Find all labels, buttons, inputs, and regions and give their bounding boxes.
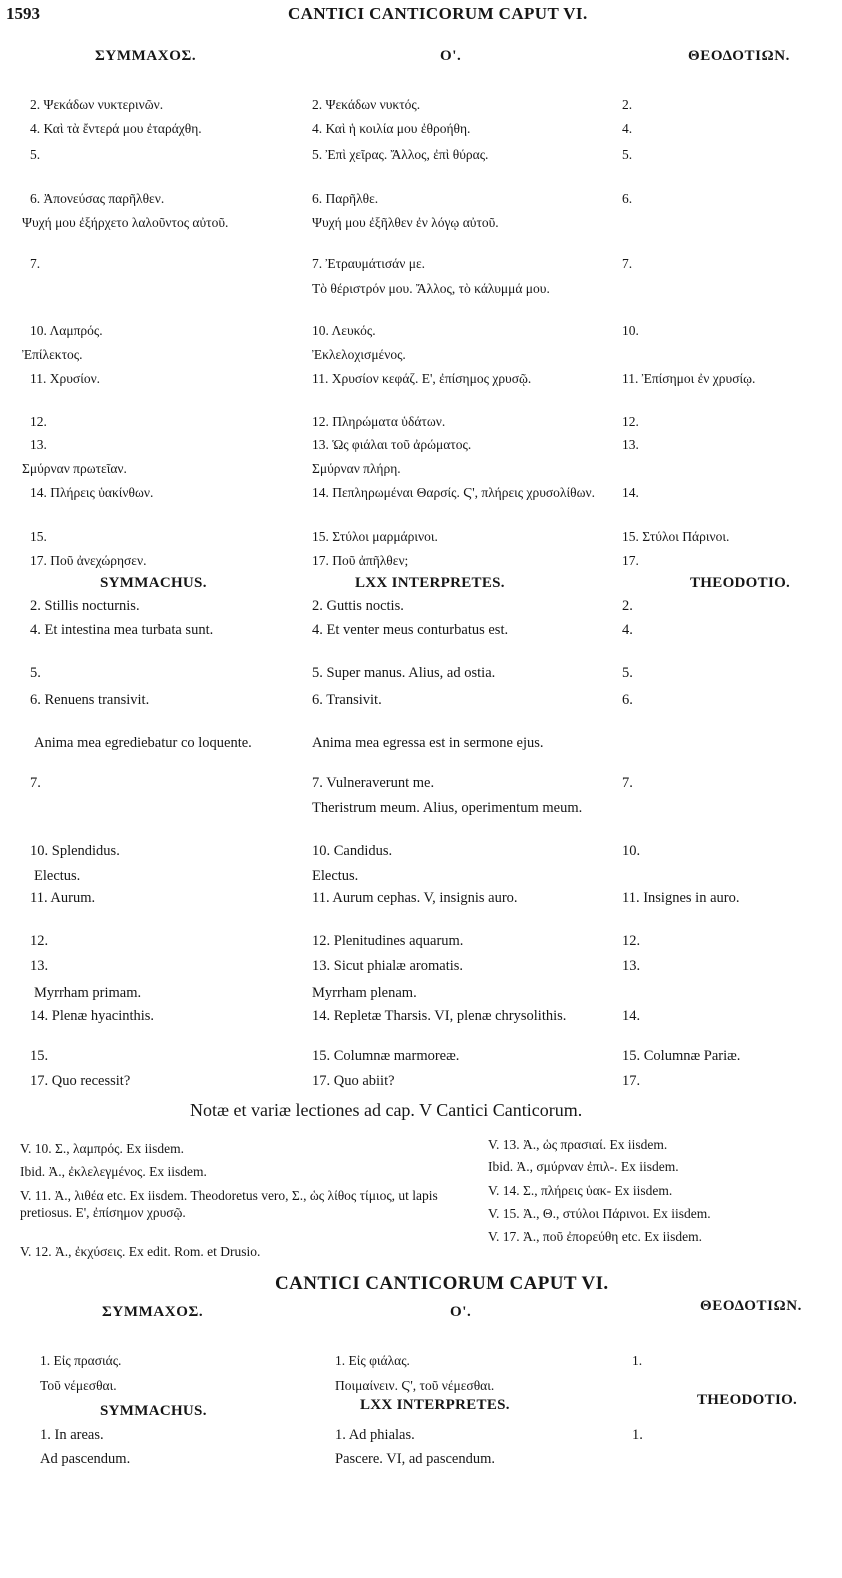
greek-row-15-col-0: 17. Ποῦ ἀνεχώρησεν. [30, 553, 147, 568]
latin-row-2-col-0: 5. [30, 665, 41, 681]
latin-row-0-col-2: 2. [622, 598, 633, 614]
greek-row-2-col-0: 5. [30, 147, 41, 162]
latin-row-6-col-1: Theristrum meum. Alius, operimentum meum. [312, 800, 583, 816]
latin-row-1-col-2: 4. [622, 622, 633, 638]
greek-row-15-col-2: 17. [622, 553, 639, 568]
greek-row-10-col-1: 12. Πληρώματα ὑδάτων. [312, 414, 446, 429]
greek-row-8-col-1: Ἐκλελοχισμένος. [312, 347, 406, 362]
greek-row-13-col-2: 14. [622, 485, 639, 500]
latin-row-0-col-0: 2. Stillis nocturnis. [30, 598, 140, 614]
greek-row-4-col-1: Ψυχή μου ἐξῆλθεν ἐν λόγῳ αὐτοῦ. [312, 215, 499, 230]
latin-row-3-col-2: 6. [622, 692, 633, 708]
latin-row-10-col-0: 12. [30, 933, 49, 949]
note-right-0: V. 13. Ἀ., ὡς πρασιαί. Ex iisdem. [488, 1137, 668, 1152]
latin-row-11-col-2: 13. [622, 958, 641, 974]
latin-row-12-col-0: Myrrham primam. [34, 985, 142, 1001]
greek-row-9-col-0: 11. Χρυσίον. [30, 371, 101, 386]
greek-row-1-col-2: 4. [622, 121, 633, 136]
note-right-2: V. 14. Σ., πλήρεις ὑακ- Ex iisdem. [488, 1183, 673, 1198]
greek-row-11-col-0: 13. [30, 437, 47, 452]
latin-row-8-col-0: Electus. [34, 868, 81, 884]
greek-row-8-col-0: Ἐπίλεκτος. [22, 347, 83, 362]
latin-row-11-col-0: 13. [30, 958, 49, 974]
greek-row-5-col-0: 7. [30, 256, 41, 271]
header-lxx-latin: LXX INTERPRETES. [355, 575, 505, 591]
latin-row-2-col-2: 5. [622, 665, 633, 681]
greek-row-1-col-0: 4. Καὶ τὰ ἔντερά μου ἐταράχθη. [30, 121, 202, 136]
note-left-2: V. 11. Ἀ., λιθέα etc. Ex iisdem. Theodoretus vero, Σ., ὡς λίθος τίμιος, ut lapis pretiosus. Ε', ἐπίσημον χρυσῷ. [20, 1188, 438, 1220]
latin-row-1-col-0: 4. Et intestina mea turbata sunt. [30, 622, 214, 638]
greek-row-2-col-1: 5. Ἐπὶ χεῖρας. Ἄλλος, ἐπὶ θύρας. [312, 147, 489, 162]
ch6-latin-row-0-col-2: 1. [632, 1427, 643, 1443]
ch6-latin-row-1-col-0: Ad pascendum. [40, 1451, 131, 1467]
greek-row-3-col-0: 6. Ἀπονεύσας παρῆλθεν. [30, 191, 165, 206]
running-head: CANTICI CANTICORUM CAPUT VI. [288, 4, 588, 23]
greek-row-7-col-1: 10. Λευκός. [312, 323, 376, 338]
latin-row-9-col-2: 11. Insignes in auro. [622, 890, 740, 906]
greek-row-6-col-1: Τὸ θέριστρόν μου. Ἄλλος, τὸ κάλυμμά μου. [312, 281, 550, 296]
latin-row-10-col-2: 12. [622, 933, 641, 949]
ch6-header-lxx-greek: Ο'. [450, 1304, 472, 1320]
note-right-4: V. 17. Ἀ., ποῦ ἐπορεύθη etc. Ex iisdem. [488, 1229, 702, 1244]
greek-row-2-col-2: 5. [622, 147, 633, 162]
greek-row-14-col-0: 15. [30, 529, 47, 544]
latin-row-3-col-0: 6. Renuens transivit. [30, 692, 150, 708]
greek-row-11-col-1: 13. Ὡς φιάλαι τοῦ ἀρώματος. [312, 437, 472, 452]
latin-row-1-col-1: 4. Et venter meus conturbatus est. [312, 622, 509, 638]
greek-row-5-col-2: 7. [622, 256, 633, 271]
latin-row-2-col-1: 5. Super manus. Alius, ad ostia. [312, 665, 496, 681]
latin-row-5-col-1: 7. Vulneraverunt me. [312, 775, 435, 791]
latin-row-10-col-1: 12. Plenitudines aquarum. [312, 933, 464, 949]
ch6-latin-row-0-col-0: 1. In areas. [40, 1427, 104, 1443]
ch6-header-theodotion-greek: ΘΕΟΔΟΤΙΩΝ. [700, 1298, 802, 1314]
latin-row-15-col-2: 17. [622, 1073, 641, 1089]
note-right-3: V. 15. Ἀ., Θ., στύλοι Πάρινοι. Ex iisdem. [488, 1206, 711, 1221]
ch6-header-symmachus-greek: ΣΥΜΜΑΧΟΣ. [102, 1304, 204, 1320]
latin-row-15-col-1: 17. Quo abiit? [312, 1073, 395, 1089]
ch6-greek-row-0-col-1: 1. Εἰς φιάλας. [335, 1353, 410, 1368]
greek-row-9-col-2: 11. Ἐπίσημοι ἐν χρυσίῳ. [622, 371, 756, 386]
latin-row-4-col-0: Anima mea egrediebatur co loquente. [34, 735, 252, 751]
latin-row-13-col-0: 14. Plenæ hyacinthis. [30, 1008, 155, 1024]
latin-row-14-col-2: 15. Columnæ Pariæ. [622, 1048, 741, 1064]
greek-row-7-col-0: 10. Λαμπρός. [30, 323, 103, 338]
notes-title: Notæ et variæ lectiones ad cap. V Cantici Canticorum. [190, 1100, 583, 1120]
greek-row-12-col-1: Σμύρναν πλήρη. [312, 461, 401, 476]
latin-row-12-col-1: Myrrham plenam. [312, 985, 417, 1001]
greek-row-14-col-1: 15. Στύλοι μαρμάρινοι. [312, 529, 438, 544]
greek-row-5-col-1: 7. Ἐτραυμάτισάν με. [312, 256, 425, 271]
greek-row-4-col-0: Ψυχή μου ἐξήρχετο λαλοῦντος αὐτοῦ. [22, 215, 229, 230]
ch6-latin-row-0-col-1: 1. Ad phialas. [335, 1427, 415, 1443]
latin-row-7-col-0: 10. Splendidus. [30, 843, 120, 859]
latin-row-4-col-1: Anima mea egressa est in sermone ejus. [312, 735, 544, 751]
latin-row-3-col-1: 6. Transivit. [312, 692, 382, 708]
greek-row-10-col-0: 12. [30, 414, 47, 429]
latin-row-7-col-1: 10. Candidus. [312, 843, 393, 859]
page-number: 1593 [6, 4, 40, 23]
ch6-header-symmachus-latin: SYMMACHUS. [100, 1403, 207, 1419]
greek-row-13-col-0: 14. Πλήρεις ὑακίνθων. [30, 485, 154, 500]
greek-row-14-col-2: 15. Στύλοι Πάρινοι. [622, 529, 730, 544]
latin-row-14-col-0: 15. [30, 1048, 49, 1064]
latin-row-13-col-1: 14. Repletæ Tharsis. VI, plenæ chrysolithis. [312, 1008, 567, 1024]
chapter-vi-title: CANTICI CANTICORUM CAPUT VI. [275, 1273, 609, 1294]
note-left-3: V. 12. Ἀ., ἐκχύσεις. Ex edit. Rom. et Drusio. [20, 1244, 261, 1259]
ch6-greek-row-1-col-0: Τοῦ νέμεσθαι. [40, 1378, 117, 1393]
greek-row-15-col-1: 17. Ποῦ ἀπῆλθεν; [312, 553, 409, 568]
ch6-greek-row-0-col-0: 1. Εἰς πρασιάς. [40, 1353, 122, 1368]
header-theodotion-latin: THEODOTIO. [690, 575, 791, 591]
header-symmachus-greek: ΣΥΜΜΑΧΟΣ. [95, 48, 197, 64]
latin-row-15-col-0: 17. Quo recessit? [30, 1073, 131, 1089]
note-left-0: V. 10. Σ., λαμπρός. Ex iisdem. [20, 1141, 184, 1156]
latin-row-7-col-2: 10. [622, 843, 641, 859]
greek-row-0-col-1: 2. Ψεκάδων νυκτός. [312, 97, 421, 112]
ch6-greek-row-0-col-2: 1. [632, 1353, 643, 1368]
greek-row-0-col-0: 2. Ψεκάδων νυκτερινῶν. [30, 97, 164, 112]
ch6-greek-row-1-col-1: Ποιμαίνειν. Ϛ', τοῦ νέμεσθαι. [335, 1378, 495, 1393]
header-symmachus-latin: SYMMACHUS. [100, 575, 207, 591]
latin-row-8-col-1: Electus. [312, 868, 359, 884]
greek-row-1-col-1: 4. Καὶ ἡ κοιλία μου ἐθροήθη. [312, 121, 471, 136]
note-right-1: Ibid. Ἀ., σμύρναν ἐπιλ-. Ex iisdem. [488, 1159, 679, 1174]
note-left-1: Ibid. Ἀ., ἐκλελεγμένος. Ex iisdem. [20, 1164, 207, 1179]
header-lxx-greek: Ο'. [440, 48, 462, 64]
latin-row-5-col-2: 7. [622, 775, 633, 791]
ch6-header-lxx-latin: LXX INTERPRETES. [360, 1397, 510, 1413]
latin-row-0-col-1: 2. Guttis noctis. [312, 598, 404, 614]
latin-row-13-col-2: 14. [622, 1008, 641, 1024]
ch6-latin-row-1-col-1: Pascere. VI, ad pascendum. [335, 1451, 495, 1467]
ch6-header-theodotion-latin: THEODOTIO. [697, 1392, 798, 1408]
greek-row-3-col-1: 6. Παρῆλθε. [312, 191, 379, 206]
header-theodotion-greek: ΘΕΟΔΟΤΙΩΝ. [688, 48, 790, 64]
greek-row-0-col-2: 2. [622, 97, 633, 112]
latin-row-11-col-1: 13. Sicut phialæ aromatis. [312, 958, 464, 974]
greek-row-9-col-1: 11. Χρυσίον κεφάζ. Ε', ἐπίσημος χρυσῷ. [312, 371, 532, 386]
latin-row-14-col-1: 15. Columnæ marmoreæ. [312, 1048, 460, 1064]
latin-row-9-col-1: 11. Aurum cephas. V, insignis auro. [312, 890, 518, 906]
greek-row-3-col-2: 6. [622, 191, 633, 206]
greek-row-7-col-2: 10. [622, 323, 639, 338]
latin-row-5-col-0: 7. [30, 775, 41, 791]
latin-row-9-col-0: 11. Aurum. [30, 890, 96, 906]
greek-row-10-col-2: 12. [622, 414, 639, 429]
greek-row-11-col-2: 13. [622, 437, 639, 452]
greek-row-12-col-0: Σμύρναν πρωτεῖαν. [22, 461, 127, 476]
greek-row-13-col-1: 14. Πεπληρωμέναι Θαρσίς. Ϛ', πλήρεις χρυσολίθων. [312, 485, 595, 500]
